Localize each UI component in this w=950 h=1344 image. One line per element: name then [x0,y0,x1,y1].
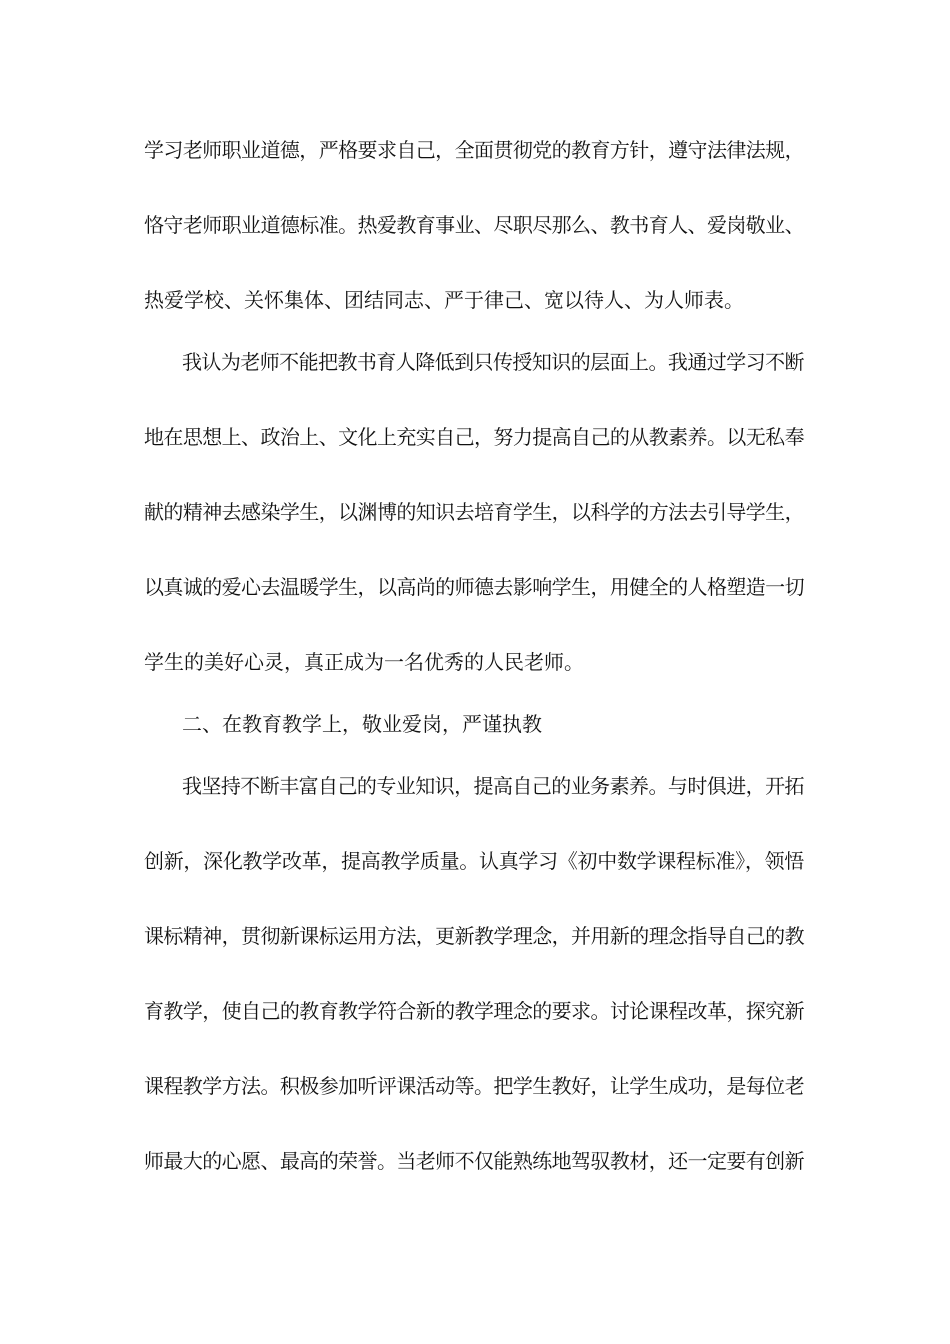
text-line: 师最大的心愿、最高的荣誉。当老师不仅能熟练地驾驭教材，还一定要有创新 [144,1149,804,1173]
paragraph-start-line: 我认为老师不能把教书育人降低到只传授知识的层面上。我通过学习不断 [182,350,804,374]
text-line: 恪守老师职业道德标准。热爱教育事业、尽职尽那么、教书育人、爱岗敬业、 [144,213,804,237]
text-line: 献的精神去感染学生，以渊博的知识去培育学生，以科学的方法去引导学生， [144,500,804,524]
paragraph-start-line: 我坚持不断丰富自己的专业知识，提高自己的业务素养。与时俱进，开拓 [182,774,804,798]
text-line: 热爱学校、关怀集体、团结同志、严于律己、宽以待人、为人师表。 [144,288,744,312]
text-line: 课程教学方法。积极参加听评课活动等。把学生教好，让学生成功，是每位老 [144,1074,804,1098]
text-line: 以真诚的爱心去温暖学生，以高尚的师德去影响学生，用健全的人格塑造一切 [144,575,804,599]
text-line: 学生的美好心灵，真正成为一名优秀的人民老师。 [144,650,584,674]
text-line: 课标精神，贯彻新课标运用方法，更新教学理念，并用新的理念指导自己的教 [144,924,804,948]
text-line: 育教学，使自己的教育教学符合新的教学理念的要求。讨论课程改革，探究新 [144,999,804,1023]
text-line: 地在思想上、政治上、文化上充实自己，努力提高自己的从教素养。以无私奉 [144,425,804,449]
text-line: 学习老师职业道德，严格要求自己，全面贯彻党的教育方针，遵守法律法规， [144,138,804,162]
section-heading: 二、在教育教学上，敬业爱岗，严谨执教 [182,712,542,736]
text-line: 创新，深化教学改革，提高教学质量。认真学习《初中数学课程标准》，领悟 [144,849,804,873]
